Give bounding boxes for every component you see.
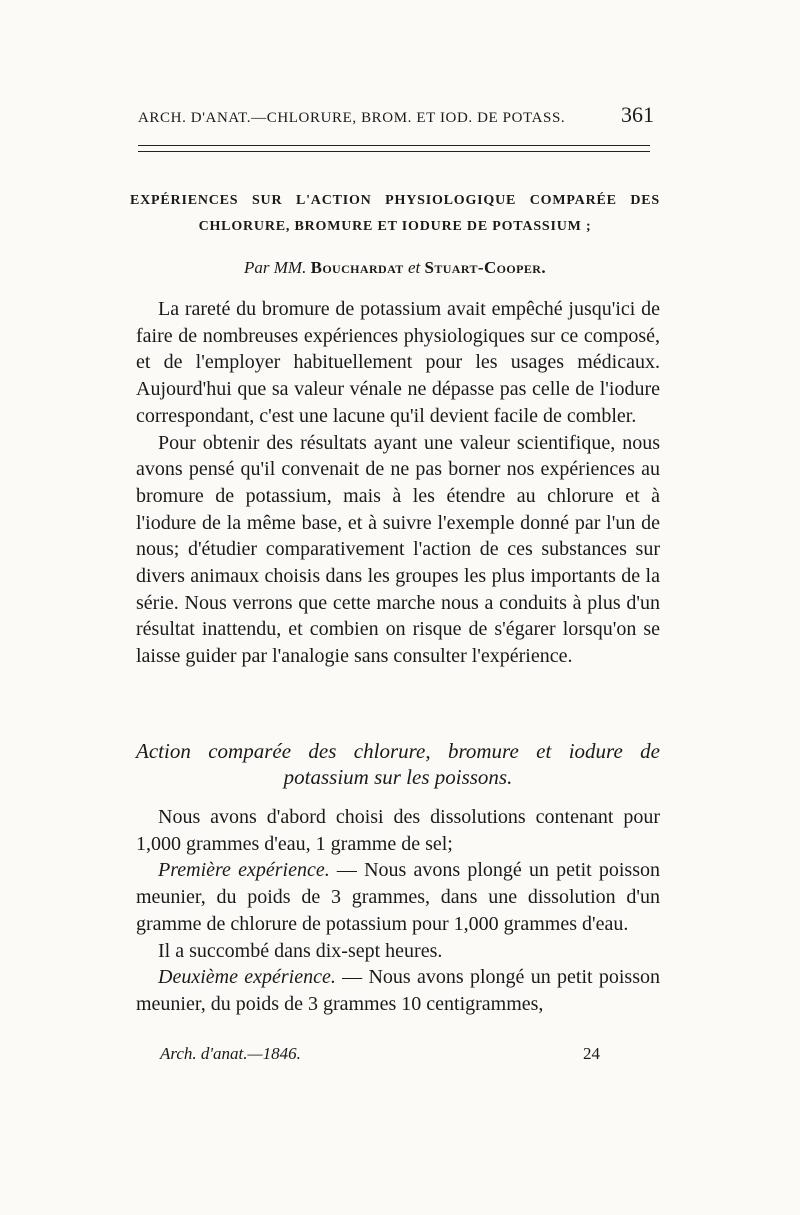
byline-par: Par MM. <box>244 258 307 277</box>
running-head <box>138 102 654 128</box>
double-rule-bottom <box>138 151 650 152</box>
paragraph-1: La rareté du bromure de potassium avait empêché jusqu'ici de faire de nombreuses expériences physiologiques sur ce composé, et de l'employer habituellement pour les usages médicaux. Aujourd'hui que sa valeur vénale ne dépasse pas celle de l'iodure correspondant, c'est une lacune qu'il devient facile de combler. <box>136 298 660 427</box>
paragraph-experiment-1 <box>136 857 660 937</box>
double-rule-top <box>138 145 650 146</box>
intro-text <box>136 296 660 670</box>
footer-source: Arch. d'anat.—1846. <box>160 1044 301 1063</box>
section-text <box>136 804 660 1018</box>
section-heading <box>136 738 660 790</box>
paragraph-experiment-2 <box>136 964 660 1017</box>
paragraph-2: Pour obtenir des résultats ayant une valeur scientifique, nous avons pensé qu'il convenait de ne pas borner nos expériences au bromure de potassium, mais à les étendre au chlorure et à l'iodure de la même base, et à suivre l'exemple donné par l'un de nous; d'étudier comparativement l'action de ces substances sur divers animaux choisis dans les groupes les plus importants de la série. Nous verrons que cette marche nous a conduits à plus d'un résultat inattendu, et combien on risque de s'égarer lorsqu'on se laisse guider par l'analogie sans consulter l'expérience. <box>136 431 660 668</box>
article-title-line-2: CHLORURE, BROMURE ET IODURE DE POTASSIUM ; <box>198 219 592 234</box>
page-number: 361 <box>621 102 654 127</box>
page-footer <box>160 1044 600 1064</box>
experiment-1-label: Première expérience. <box>158 859 330 882</box>
running-head-title: ARCH. D'ANAT.—CHLORURE, BROM. ET IOD. DE POTASS. <box>138 110 566 126</box>
author-stuart-cooper: Stuart-Cooper. <box>424 258 546 277</box>
section-heading-line-1: Action comparée des chlorure, bromure et iodure de <box>136 739 660 763</box>
paragraph-solutions: Nous avons d'abord choisi des dissolutions contenant pour 1,000 grammes d'eau, 1 gramme de sel; <box>136 806 660 855</box>
byline-et: et <box>407 258 421 277</box>
paragraph-result-1: Il a succombé dans dix-sept heures. <box>158 939 443 962</box>
experiment-1-text: — Nous avons plongé un petit poisson meunier, du poids de 3 grammes, dans une dissolution d'un gramme de chlorure de potassium pour 1,000 grammes d'eau. <box>136 859 660 935</box>
article-title <box>130 188 660 240</box>
experiment-2-text: — Nous avons plongé un petit poisson meunier, du poids de 3 grammes 10 centigrammes, <box>136 966 660 1015</box>
article-title-line-1: EXPÉRIENCES SUR L'ACTION PHYSIOLOGIQUE COMPARÉE DES <box>130 193 660 208</box>
section-heading-line-2: potassium sur les poissons. <box>283 765 513 789</box>
experiment-2-label: Deuxième expérience. <box>158 966 336 989</box>
author-bouchardat: Bouchardat <box>310 258 404 277</box>
byline <box>130 258 660 278</box>
signature-mark: 24 <box>583 1044 600 1063</box>
